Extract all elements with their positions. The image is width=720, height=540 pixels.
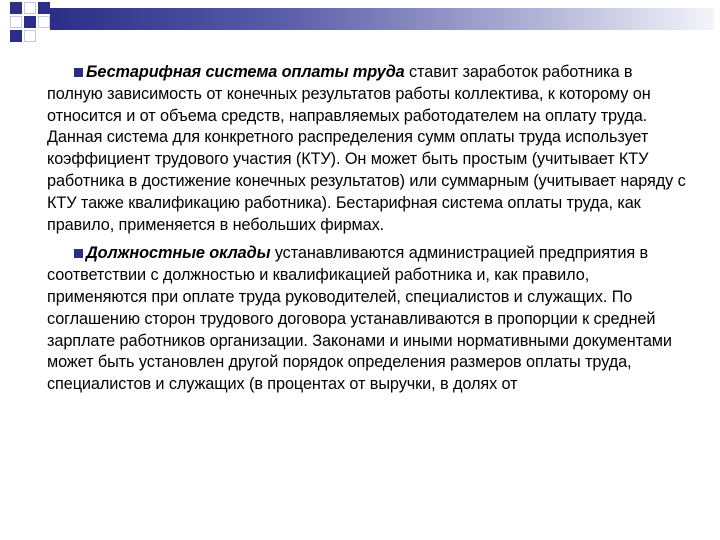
square-bullet-icon (74, 68, 83, 77)
decor-square (10, 2, 22, 14)
decor-square (38, 16, 50, 28)
decor-square (10, 16, 22, 28)
paragraph-text: устанавливаются администрацией предприятия в соответствии с должностью и квалификацией работника и, как правило, применяются при оплате труда руководителей, специалистов и служащих. По соглашению сторон трудового договора устанавливаются в пропорции к средней зарплате работников организации. Законами и иными нормативными документами может быть установлен другой порядок определения размеров оплаты труда, специалистов и служащих (в процентах от выручки, в долях от (47, 244, 672, 394)
paragraph-bestarifnaya (47, 62, 687, 236)
square-bullet-icon (74, 249, 83, 258)
decor-square (24, 16, 36, 28)
decor-square (38, 2, 50, 14)
paragraph-text: ставит заработок работника в полную зависимость от конечных результатов работы коллектива, к которому он относится и от объема средств, направляемых работодателем на оплату труда. Данная система для конкретного распределения сумм оплаты труда использует коэффициент трудового участия (КТУ). Он может быть простым (учитывает КТУ работника в достижение конечных результатов) или суммарным (учитывает наряду с КТУ также квалификацию работника). Бестарифная система оплаты труда, как правило, применяется в небольших фирмах. (47, 63, 686, 234)
decor-square (24, 2, 36, 14)
decor-square (10, 30, 22, 42)
header-gradient-bar (50, 8, 714, 30)
paragraph-dolzhnostnye (47, 243, 687, 396)
decor-square (24, 30, 36, 42)
term-heading: Бестарифная система оплаты труда (86, 63, 405, 81)
slide-body (47, 62, 687, 403)
term-heading: Должностные оклады (86, 244, 271, 263)
